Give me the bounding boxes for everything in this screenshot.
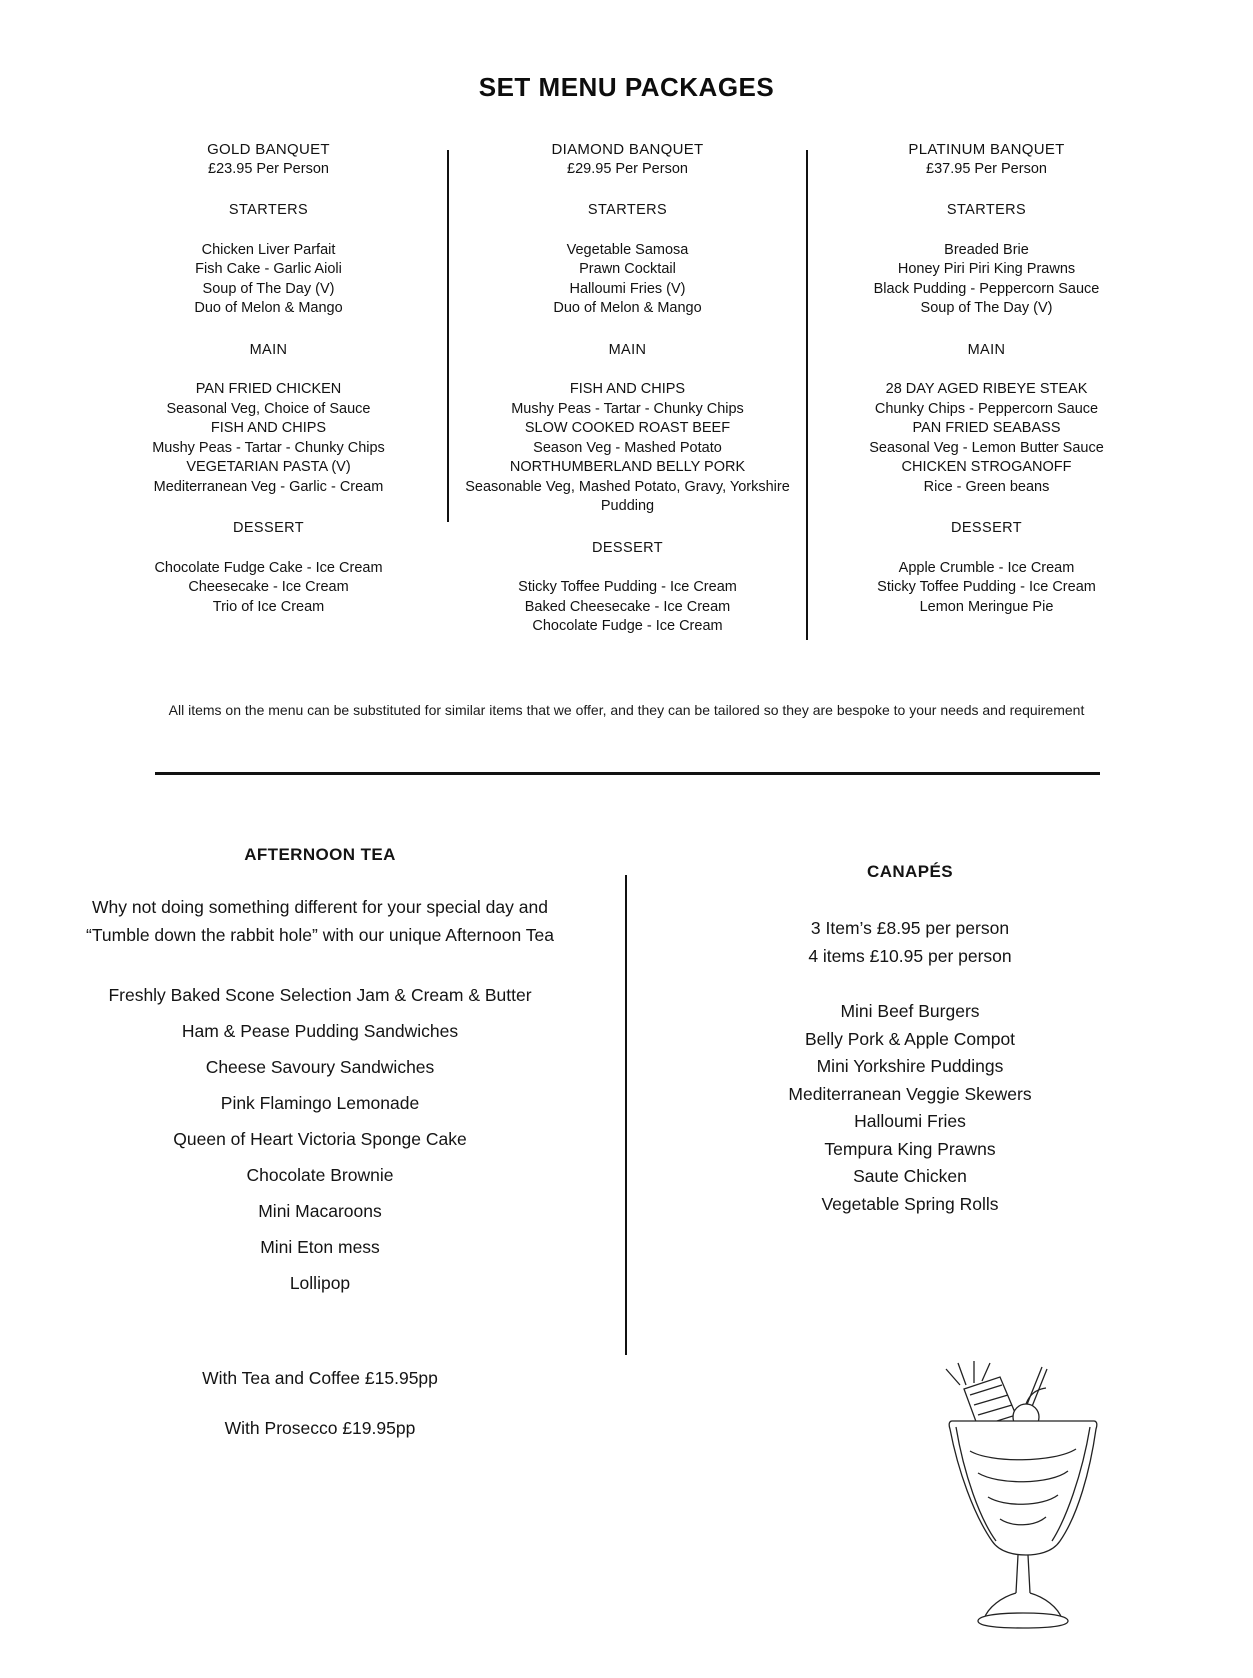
banquet-name: GOLD BANQUET <box>207 141 330 158</box>
list-item: Lemon Meringue Pie <box>919 598 1054 615</box>
starters-list <box>453 241 802 319</box>
list-item: Sticky Toffee Pudding - Ice Cream <box>518 579 737 595</box>
main-heading: MAIN <box>967 341 1006 358</box>
list-item: CHICKEN STROGANOFF <box>901 459 1072 475</box>
list-item: Halloumi Fries <box>854 1111 966 1131</box>
list-item: Seasonable Veg, Mashed Potato, Gravy, Yorkshire Pudding <box>465 478 790 514</box>
main-heading: MAIN <box>249 341 288 358</box>
list-item: Ham & Pease Pudding Sandwiches <box>181 1021 459 1041</box>
list-item: Vegetable Spring Rolls <box>821 1193 999 1214</box>
desserts-list <box>812 559 1161 618</box>
canapes-items <box>660 998 1160 1218</box>
list-item: Mediterranean Veggie Skewers <box>788 1083 1032 1104</box>
list-item: Pink Flamingo Lemonade <box>220 1093 420 1113</box>
list-item: Tempura King Prawns <box>824 1138 996 1159</box>
afternoon-tea-intro: Why not doing something different for your special day and “Tumble down the rabbit hole” with our unique Afternoon Tea <box>86 897 554 945</box>
list-item: FISH AND CHIPS <box>569 381 686 397</box>
starters-heading: STARTERS <box>587 202 668 218</box>
dessert-heading: DESSERT <box>591 539 664 556</box>
banquet-column-gold <box>90 140 447 617</box>
price-line: 3 Item’s £8.95 per person <box>810 918 1010 938</box>
afternoon-tea-section <box>60 845 580 1453</box>
list-item: Breaded Brie <box>944 241 1029 258</box>
list-item: Season Veg - Mashed Potato <box>533 439 722 456</box>
list-item: Soup of The Day (V) <box>920 300 1053 316</box>
list-item: Fish Cake - Garlic Aioli <box>195 261 342 277</box>
canapes-pricing <box>660 914 1160 970</box>
list-item: Cheesecake - Ice Cream <box>188 579 349 595</box>
afternoon-tea-items <box>60 977 580 1301</box>
list-item: Duo of Melon & Mango <box>194 300 343 316</box>
price-line: 4 items £10.95 per person <box>808 946 1012 966</box>
list-item: Black Pudding - Peppercorn Sauce <box>873 280 1100 297</box>
afternoon-tea-title: AFTERNOON TEA <box>244 845 396 864</box>
section-divider <box>155 772 1100 775</box>
list-item: Saute Chicken <box>853 1166 967 1186</box>
list-item: Chocolate Fudge Cake - Ice Cream <box>154 559 383 576</box>
banquet-price: £29.95 Per Person <box>567 160 688 177</box>
desserts-list <box>453 578 802 637</box>
banquet-price: £23.95 Per Person <box>208 160 329 177</box>
list-item: Mini Eton mess <box>260 1237 380 1257</box>
list-item: Chocolate Brownie <box>246 1165 394 1185</box>
list-item: Baked Cheesecake - Ice Cream <box>524 598 731 615</box>
mains-list <box>453 380 802 517</box>
list-item: Seasonal Veg - Lemon Butter Sauce <box>869 439 1104 456</box>
desserts-list <box>94 559 443 618</box>
list-item: Soup of The Day (V) <box>202 280 335 297</box>
dessert-heading: DESSERT <box>950 520 1023 536</box>
banquet-name: DIAMOND BANQUET <box>551 141 704 158</box>
list-item: Mediterranean Veg - Garlic - Cream <box>153 478 384 495</box>
starters-heading: STARTERS <box>946 202 1027 218</box>
starters-list <box>94 241 443 319</box>
list-item: Mini Macaroons <box>258 1201 382 1221</box>
list-item: Mini Yorkshire Puddings <box>816 1056 1004 1076</box>
list-item: Mushy Peas - Tartar - Chunky Chips <box>152 439 385 456</box>
canapes-title: CANAPÉS <box>867 862 953 881</box>
list-item: Halloumi Fries (V) <box>569 280 686 297</box>
list-item: Freshly Baked Scone Selection Jam & Cream & Butter <box>108 985 532 1005</box>
list-item: 28 DAY AGED RIBEYE STEAK <box>885 381 1088 397</box>
list-item: PAN FRIED SEABASS <box>912 420 1061 436</box>
cocktail-glass-icon <box>930 1355 1120 1630</box>
afternoon-tea-pricing <box>60 1353 580 1453</box>
list-item: Chocolate Fudge - Ice Cream <box>532 618 723 634</box>
list-item: PAN FRIED CHICKEN <box>195 381 342 397</box>
list-item: VEGETARIAN PASTA (V) <box>186 459 351 475</box>
list-item: Chicken Liver Parfait <box>201 241 336 258</box>
list-item: Mini Beef Burgers <box>840 1001 980 1021</box>
list-item: Seasonal Veg, Choice of Sauce <box>166 400 371 417</box>
list-item: Mushy Peas - Tartar - Chunky Chips <box>511 400 744 417</box>
list-item: NORTHUMBERLAND BELLY PORK <box>509 459 746 475</box>
list-item: Prawn Cocktail <box>579 261 676 277</box>
list-item: Rice - Green beans <box>923 478 1050 495</box>
list-item: Vegetable Samosa <box>566 241 689 258</box>
banquet-name: PLATINUM BANQUET <box>908 141 1065 158</box>
main-heading: MAIN <box>608 341 647 358</box>
price-line: With Tea and Coffee £15.95pp <box>202 1368 438 1388</box>
list-item: SLOW COOKED ROAST BEEF <box>524 420 731 436</box>
list-item: Lollipop <box>289 1273 351 1293</box>
list-item: FISH AND CHIPS <box>210 420 327 436</box>
starters-list <box>812 241 1161 319</box>
list-item: Apple Crumble - Ice Cream <box>898 559 1075 576</box>
list-item: Sticky Toffee Pudding - Ice Cream <box>877 579 1096 595</box>
mains-list <box>812 380 1161 497</box>
vertical-divider <box>625 875 627 1355</box>
list-item: Belly Pork & Apple Compot <box>804 1028 1016 1049</box>
banquet-column-platinum <box>808 140 1165 617</box>
banquet-column-diamond <box>449 140 806 637</box>
banquet-price: £37.95 Per Person <box>926 160 1047 177</box>
list-item: Cheese Savoury Sandwiches <box>205 1057 435 1077</box>
list-item: Queen of Heart Victoria Sponge Cake <box>173 1129 467 1149</box>
banquet-columns <box>90 140 1165 640</box>
mains-list <box>94 380 443 497</box>
price-line: With Prosecco £19.95pp <box>224 1418 416 1438</box>
list-item: Trio of Ice Cream <box>212 598 325 615</box>
page-title: SET MENU PACKAGES <box>478 72 775 102</box>
dessert-heading: DESSERT <box>232 520 305 536</box>
canapes-section <box>660 862 1160 1218</box>
list-item: Chunky Chips - Peppercorn Sauce <box>874 400 1099 417</box>
starters-heading: STARTERS <box>228 202 309 218</box>
list-item: Duo of Melon & Mango <box>553 300 702 316</box>
list-item: Honey Piri Piri King Prawns <box>897 261 1076 277</box>
substitution-note: All items on the menu can be substituted for similar items that we offer, and they can be tailored so they are bespoke to your needs and requirement <box>168 702 1085 718</box>
